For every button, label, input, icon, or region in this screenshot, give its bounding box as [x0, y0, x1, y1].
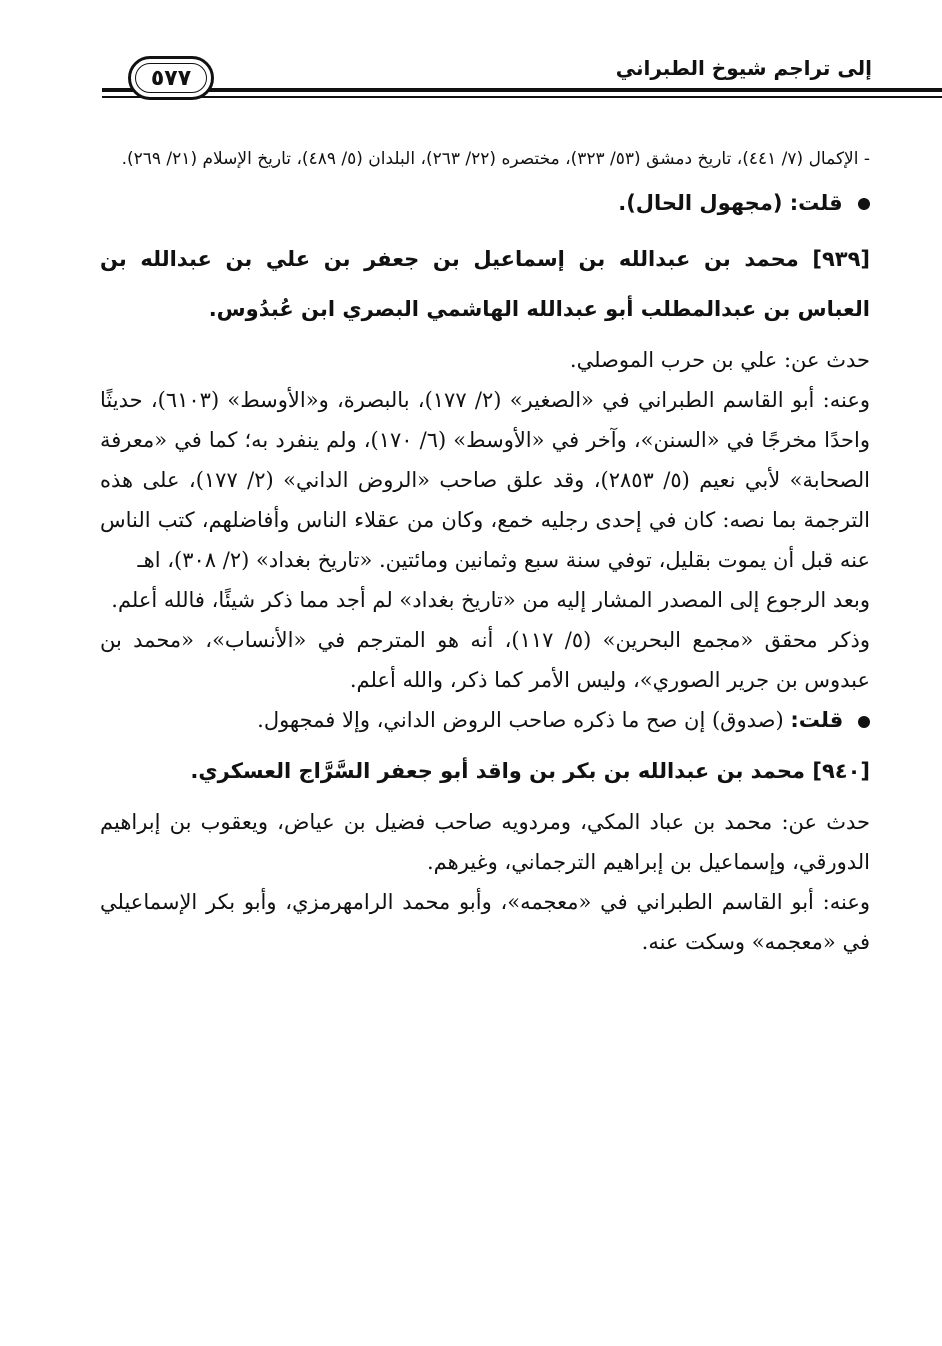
entry-939-narrated-from: حدث عن: علي بن حرب الموصلي. — [569, 348, 870, 372]
verdict-2-text: (صدوق) إن صح ما ذكره صاحب الروض الداني، وإلا فمجهول. — [257, 708, 784, 732]
page-content — [100, 140, 870, 962]
header-rule-thin — [118, 96, 942, 98]
header-rule-thick — [118, 88, 942, 92]
verdict-2 — [100, 700, 870, 740]
bullet-icon — [858, 716, 870, 728]
page-number-frame — [135, 63, 207, 93]
entry-939-heading: [٩٣٩] محمد بن عبدالله بن إسماعيل بن جعفر بن علي بن عبدالله بن العباس بن عبدالمطلب أبو عبدالله الهاشمي البصري ابن عُبدُوس. — [100, 247, 870, 321]
entry-940-heading: [٩٤٠] محمد بن عبدالله بن بكر بن واقد أبو جعفر السَّرَّاج العسكري. — [190, 759, 870, 783]
bullet-icon — [858, 198, 870, 210]
entry-939-note-1: وبعد الرجوع إلى المصدر المشار إليه من «تاريخ بغداد» لم أجد مما ذكر شيئًا، فالله أعلم. — [111, 588, 870, 612]
page-number-badge — [128, 56, 214, 100]
verdict-2-label: قلت: — [790, 708, 844, 732]
header-rule-left-thin — [102, 96, 126, 98]
entry-939-students: وعنه: أبو القاسم الطبراني في «الصغير» (٢/ ١٧٧)، بالبصرة، و«الأوسط» (٦١٠٣)، حديثًا واحدًا مخرجًا في «السنن»، وآخر في «الأوسط» (٦/ ١٧٠)، ولم ينفرد به؛ كما في «معرفة الصحابة» لأبي نعيم (٥/ ٢٨٥٣)، وقد علق صاحب «الروض الداني» (٢/ ١٧٧)، على هذه الترجمة بما نصه: كان في إحدى رجليه خمع، وكان من عقلاء الناس وأفاضلهم، كتب الناس عنه قبل أن يموت بقليل، توفي سنة سبع وثمانين ومائتين. «تاريخ بغداد» (٢/ ٣٠٨)، اهـ — [100, 388, 870, 572]
verdict-1-text: (مجهول الحال). — [618, 191, 783, 215]
page-number: ٥٧٧ — [150, 65, 192, 91]
header-rule-left-thick — [102, 88, 126, 92]
entry-940-narrated-from: حدث عن: محمد بن عباد المكي، ومردويه صاحب فضيل بن عياض، ويعقوب بن إبراهيم الدورقي، وإسماعيل بن إبراهيم الترجماني، وغيرهم. — [100, 810, 870, 874]
entry-939-note-2: وذكر محقق «مجمع البحرين» (٥/ ١١٧)، أنه هو المترجم في «الأنساب»، «محمد بن عبدوس بن جرير الصوري»، وليس الأمر كما ذكر، والله أعلم. — [100, 628, 870, 692]
footnote-references: - الإكمال (٧/ ٤٤١)، تاريخ دمشق (٥٣/ ٣٢٣)، مختصره (٢٢/ ٢٦٣)، البلدان (٥/ ٤٨٩)، تاريخ الإسلام (٢١/ ٢٦٩). — [121, 149, 870, 169]
entry-940-students: وعنه: أبو القاسم الطبراني في «معجمه»، وأبو محمد الرامهرمزي، وأبو بكر الإسماعيلي في «معجمه» وسكت عنه. — [100, 890, 870, 954]
verdict-1 — [100, 178, 870, 228]
verdict-1-label: قلت: — [789, 191, 843, 215]
running-title: إلى تراجم شيوخ الطبراني — [615, 56, 872, 80]
